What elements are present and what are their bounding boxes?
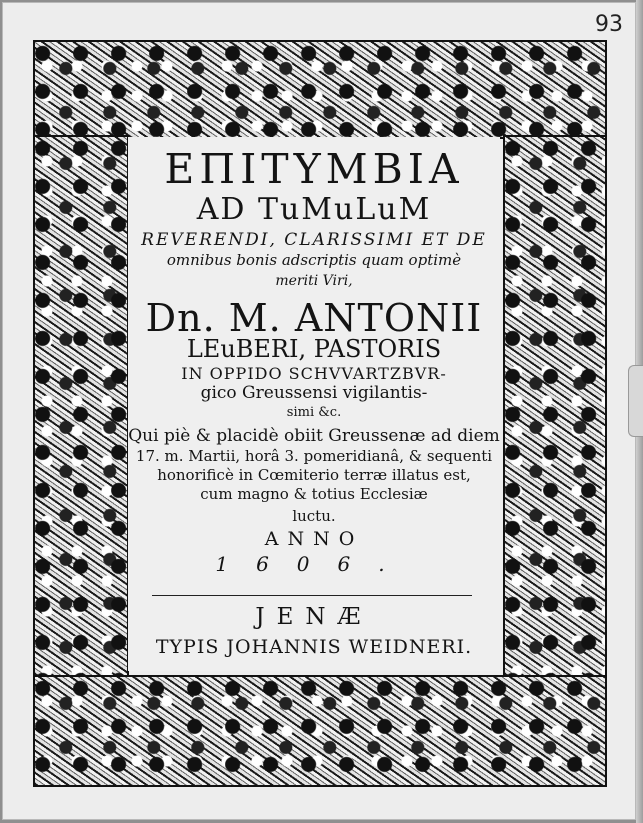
page-number: 93 xyxy=(595,12,623,37)
woodcut-border-bottom xyxy=(33,675,607,787)
imprint-place: JENÆ xyxy=(255,604,373,630)
dedication-line-3: meriti Viri, xyxy=(275,273,353,289)
title-line-1: ΕΠΙΤΥΜΒΙΑ xyxy=(164,145,464,193)
year-value: 1606. xyxy=(215,552,413,576)
body-line-1: Qui piè & placidè obiit Greussenæ ad diem xyxy=(128,426,500,446)
woodcut-border-right xyxy=(503,135,607,677)
dedication-line-1: REVERENDI, CLARISSIMI ET DE xyxy=(141,230,487,250)
body-line-4: cum magno & totius Ecclesiæ xyxy=(200,485,428,503)
body-line-2: 17. m. Martii, horâ 3. pomeridianâ, & sequenti xyxy=(135,447,493,465)
imprint-printer: TYPIS JOHANNIS WEIDNERI. xyxy=(155,636,473,658)
year-label: ANNO xyxy=(264,528,364,550)
name-line-1: Dn. M. ANTONII xyxy=(145,296,483,340)
woodcut-border-left xyxy=(33,135,129,677)
office-line-1: IN OPPIDO SCHVVARTZBVR- xyxy=(181,364,447,383)
title-text-block xyxy=(128,137,500,671)
page-tab xyxy=(628,365,643,437)
divider-rule xyxy=(152,595,472,596)
body-line-3: honorificè in Cœmiterio terræ illatus est, xyxy=(157,466,471,484)
dedication-line-2: omnibus bonis adscriptis quam optimè xyxy=(166,251,462,269)
woodcut-border-top xyxy=(33,40,607,139)
office-line-2: gico Greussensi vigilantis- xyxy=(200,383,428,403)
office-line-3: simi &c. xyxy=(286,405,342,420)
body-line-5: luctu. xyxy=(292,507,336,525)
title-line-2: AD TuMuLuM xyxy=(196,192,432,227)
name-line-2: LEuBERI, PASTORIS xyxy=(186,335,442,363)
